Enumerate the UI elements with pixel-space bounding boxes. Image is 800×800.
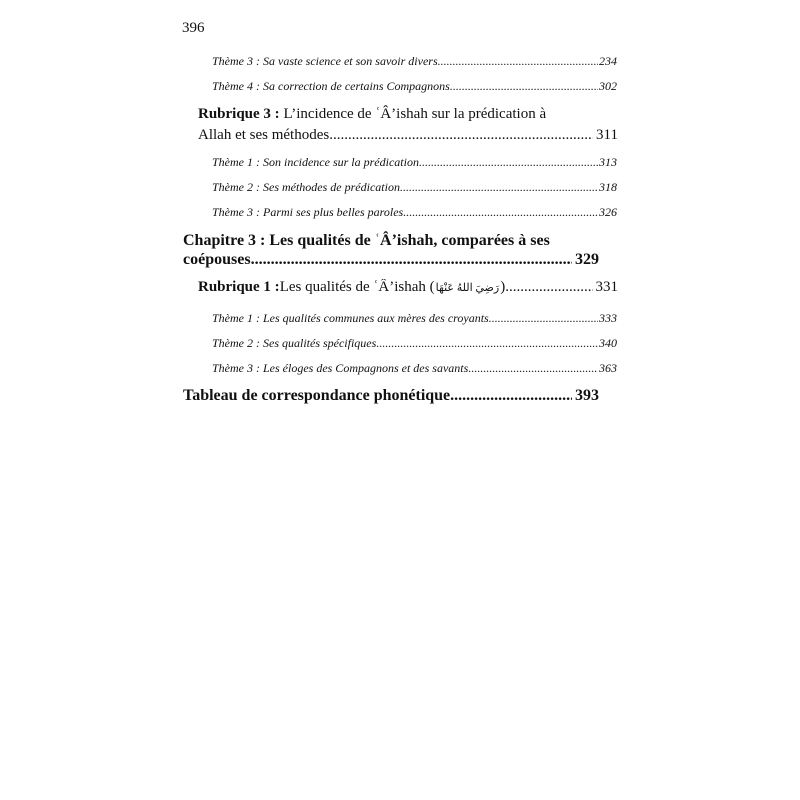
dot-leader (376, 336, 598, 351)
entry-page: 329 (575, 251, 599, 268)
dot-leader (403, 205, 598, 220)
entry-page: 326 (599, 205, 617, 219)
toc-entry-theme-2-qualites-specifiques[interactable] (212, 336, 617, 352)
entry-title: Thème 2 : Ses qualités spécifiques (212, 336, 377, 350)
dot-leader (489, 311, 598, 326)
chapter-title-continued: coépouses (183, 251, 251, 268)
entry-page: 393 (575, 387, 599, 404)
rubrique-label: Rubrique 3 : (198, 106, 280, 122)
toc-entry-theme-3-eloges[interactable] (212, 361, 617, 377)
entry-page: 331 (595, 279, 618, 295)
entry-page: 333 (599, 311, 617, 325)
dot-leader (438, 54, 598, 69)
honorific-arabic: رَضِيَ اللهُ عَنْهَا (435, 282, 500, 294)
entry-page: 340 (599, 336, 617, 350)
toc-entry-rubrique-1[interactable] (198, 279, 618, 299)
entry-page: 363 (599, 361, 617, 375)
entry-title: Thème 1 : Son incidence sur la prédication (212, 155, 419, 169)
toc-entry-theme-1-qualites-communes[interactable] (212, 311, 617, 327)
dot-leader (505, 279, 592, 296)
toc-entry-theme-3-science[interactable] (212, 54, 617, 70)
entry-title: Thème 4 : Sa correction de certains Compagnons (212, 79, 450, 93)
entry-page: 302 (599, 79, 617, 93)
entry-page: 318 (599, 180, 617, 194)
entry-title: L’incidence de ʿÂ’ishah sur la prédication à (279, 106, 547, 122)
toc-entry-theme-4-correction[interactable] (212, 79, 617, 95)
toc-entry-tableau[interactable] (183, 387, 599, 407)
toc-entry-theme-1-incidence[interactable] (212, 155, 617, 171)
entry-title: Thème 3 : Les éloges des Compagnons et des savants (212, 361, 469, 375)
toc-entry-chapitre-3[interactable] (183, 231, 599, 269)
entry-title: Tableau de correspondance phonétique (183, 387, 451, 404)
entry-page: 313 (599, 155, 617, 169)
entry-title: Thème 3 : Sa vaste science et son savoir divers (212, 54, 438, 68)
toc-entry-theme-3-paroles[interactable] (212, 205, 617, 221)
dot-leader (419, 155, 598, 170)
toc-entry-theme-2-methodes[interactable] (212, 180, 617, 196)
entry-title: Thème 3 : Parmi ses plus belles paroles (212, 205, 404, 219)
dot-leader (468, 361, 598, 376)
dot-leader (450, 387, 572, 405)
dot-leader (251, 250, 572, 269)
toc-entry-rubrique-3[interactable] (198, 104, 618, 146)
page-number: 396 (182, 20, 205, 36)
dot-leader (329, 125, 593, 146)
chapter-title: Chapitre 3 : Les qualités de ʿÂ’ishah, comparées à ses (183, 232, 550, 249)
entry-page: 311 (596, 127, 618, 143)
entry-page: 234 (599, 54, 617, 68)
dot-leader (400, 180, 598, 195)
entry-title-continued: Allah et ses méthodes (198, 127, 330, 143)
entry-title-close: ) (500, 279, 506, 295)
entry-title: Thème 1 : Les qualités communes aux mères des croyants (212, 311, 489, 325)
entry-title: Les qualités de ʿÂ’ishah ( (279, 279, 435, 295)
dot-leader (450, 79, 598, 94)
entry-title: Thème 2 : Ses méthodes de prédication (212, 180, 400, 194)
rubrique-label: Rubrique 1 : (198, 279, 280, 295)
